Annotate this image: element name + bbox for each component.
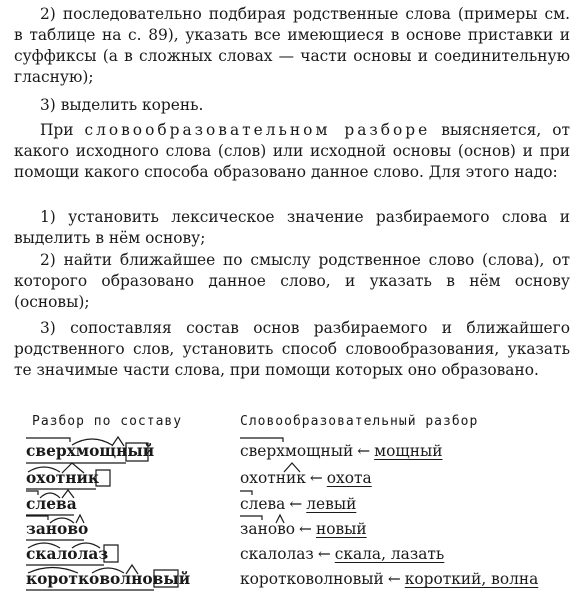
- derivation-arrow: ←: [309, 469, 323, 487]
- derived-word: сверхмощный: [240, 442, 354, 460]
- right-example-4: [240, 519, 367, 539]
- paragraph-rule-1: 1) установить лексическое значение разбираемого слова и выделить в нём основу;: [14, 208, 570, 247]
- right-example-1: [240, 441, 442, 461]
- paragraph-step-3: 3) выделить корень.: [40, 96, 204, 114]
- right-example-2: [240, 468, 372, 488]
- source-word: охота: [326, 469, 372, 487]
- derived-word: коротковолновый: [240, 570, 384, 588]
- paragraph-rule-2: 2) найти ближайшее по смыслу родственное слово (слова), от которого образовано данное слово, и указать в нём основу (основы);: [14, 251, 570, 311]
- source-word: мощный: [374, 442, 443, 460]
- paragraph-rule-3: 3) сопоставляя состав основ разбираемого и ближайшего родственного слов, установить способ словообразования, указать те значимые части слова, при помощи которых оно образовано.: [14, 319, 570, 379]
- source-word: скала, лазать: [334, 545, 445, 563]
- derived-word: скалолаз: [240, 545, 314, 563]
- source-word: короткий, волна: [404, 570, 539, 588]
- left-example-1: сверхмощный: [26, 442, 155, 460]
- source-word: левый: [306, 495, 357, 513]
- derivation-arrow: ←: [387, 570, 401, 588]
- intro-lead: При: [40, 121, 74, 139]
- derived-word: заново: [240, 520, 296, 538]
- right-example-3: [240, 494, 356, 514]
- derivation-arrow: ←: [289, 495, 303, 513]
- left-example-4: заново: [26, 520, 89, 538]
- intro-term-spaced: словообразовательном разборе: [84, 121, 431, 139]
- right-example-6: [240, 569, 538, 589]
- right-example-5: [240, 544, 444, 564]
- left-example-2: охотник: [26, 469, 100, 487]
- derivation-arrow: ←: [317, 545, 331, 563]
- left-example-6: коротковолновый: [26, 570, 191, 588]
- header-word-formation-analysis: Словообразовательный разбор: [240, 414, 479, 429]
- source-word: новый: [315, 520, 367, 538]
- paragraph-step-2: 2) последовательно подбирая родственные слова (примеры см. в таблице на с. 89), указать все имеющиеся в основе приставки и суффиксы (а в сложных словах — части основы и соединительную гласную);: [14, 5, 570, 86]
- intro-rest: выясняется, от какого исходного слова (слов) или исходной основы (основ) и при помощи какого способа образовано данное слово. Для этого надо:: [14, 121, 570, 181]
- paragraph-word-formation-intro: [14, 120, 570, 183]
- derivation-arrow: ←: [299, 520, 312, 538]
- derived-word: охотник: [240, 469, 306, 487]
- derivation-arrow: ←: [357, 442, 371, 460]
- left-example-5: скалолаз: [26, 545, 109, 563]
- header-morphemic-analysis: Разбор по составу: [32, 414, 183, 429]
- left-example-3: слева: [26, 495, 77, 513]
- derived-word: слева: [240, 495, 286, 513]
